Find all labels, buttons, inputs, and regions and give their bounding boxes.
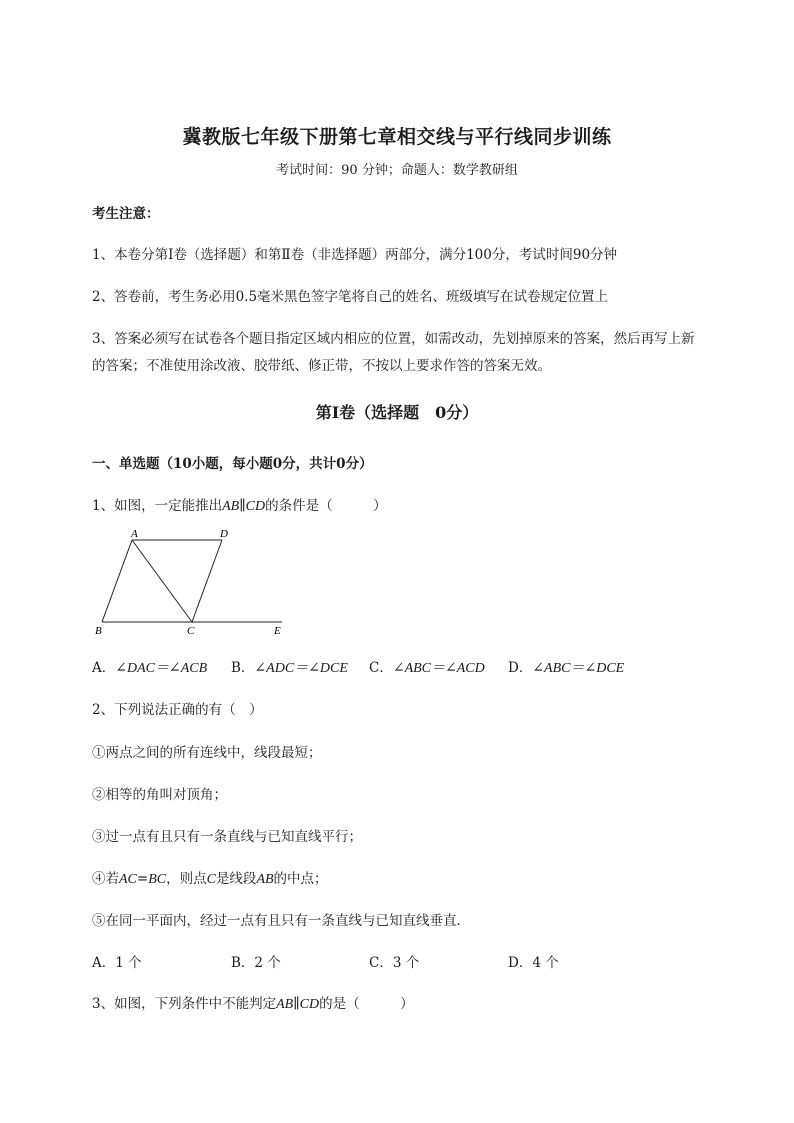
q2-statement-4: ④若AC=BC，则点C是线段AB的中点； xyxy=(92,871,328,887)
q1-option-a[interactable]: A．∠DAC＝∠ACB xyxy=(92,660,208,676)
q1-label-a: A xyxy=(131,528,138,540)
q1-line-dc xyxy=(192,540,222,622)
q1-options xyxy=(92,656,712,676)
q1-math: AB∥CD xyxy=(222,499,266,514)
q1-option-c[interactable]: C．∠ABC＝∠ACD xyxy=(369,660,485,676)
q3-suffix: 的是（ ） xyxy=(319,996,414,1012)
q2-statement-2: ②相等的角叫对顶角； xyxy=(92,787,227,803)
q1-prefix: 1、如图，一定能推出 xyxy=(92,498,223,514)
section-title: 第Ⅰ卷（选择题 0分） xyxy=(315,403,479,422)
q2-option-d[interactable]: D．4 个 xyxy=(508,955,559,971)
exam-info: 考试时间：90 分钟；命题人：数学教研组 xyxy=(276,163,518,178)
question-2-stem: 2、下列说法正确的有（ ） xyxy=(92,702,263,718)
q1-line-ab xyxy=(102,540,132,622)
q2-statement-1: ①两点之间的所有连线中，线段最短； xyxy=(92,745,322,761)
notice-item-2: 2、答卷前，考生务必用0.5毫米黑色签字笔将自己的姓名、班级填写在试卷规定位置上 xyxy=(92,289,609,305)
question-3-stem xyxy=(92,992,414,1013)
q1-option-b[interactable]: B．∠ADC＝∠DCE xyxy=(231,660,348,676)
q3-prefix: 3、如图，下列条件中不能判定 xyxy=(92,996,277,1012)
q1-label-d: D xyxy=(220,528,228,540)
q2-statement-5: ⑤在同一平面内，经过一点有且只有一条直线与已知直线垂直． xyxy=(92,913,470,929)
notice-item-3: 3、答案必须写在试卷各个题目指定区域内相应的位置，如需改动，先划掉原来的答案，然后再写上新 xyxy=(92,331,695,347)
part-heading: 一、单选题（10小题，每小题0分，共计0分） xyxy=(92,456,373,472)
page-title: 冀教版七年级下册第七章相交线与平行线同步训练 xyxy=(182,126,612,148)
question-1-stem xyxy=(92,494,387,515)
q2-option-c[interactable]: C．3 个 xyxy=(369,955,420,971)
q1-label-b: B xyxy=(95,625,102,637)
q1-label-e: E xyxy=(274,625,281,637)
q1-line-ac xyxy=(132,540,192,622)
q2-statement-3: ③过一点有且只有一条直线与已知直线平行； xyxy=(92,829,362,845)
q2-option-a[interactable]: A．1 个 xyxy=(92,955,142,971)
q1-label-c: C xyxy=(187,625,195,637)
notice-heading: 考生注意： xyxy=(92,206,160,222)
q1-suffix: 的条件是（ ） xyxy=(265,498,387,514)
q2-option-b[interactable]: B．2 个 xyxy=(231,955,281,971)
q1-figure xyxy=(88,528,293,640)
q3-math: AB∥CD xyxy=(276,997,320,1012)
notice-item-1: 1、本卷分第Ⅰ卷（选择题）和第Ⅱ卷（非选择题）两部分，满分100分，考试时间90分钟 xyxy=(92,247,618,263)
q1-option-d[interactable]: D．∠ABC＝∠DCE xyxy=(508,660,625,676)
q2-options xyxy=(92,951,712,971)
notice-item-3-cont: 的答案；不准使用涂改液、胶带纸、修正带，不按以上要求作答的答案无效。 xyxy=(92,358,551,374)
